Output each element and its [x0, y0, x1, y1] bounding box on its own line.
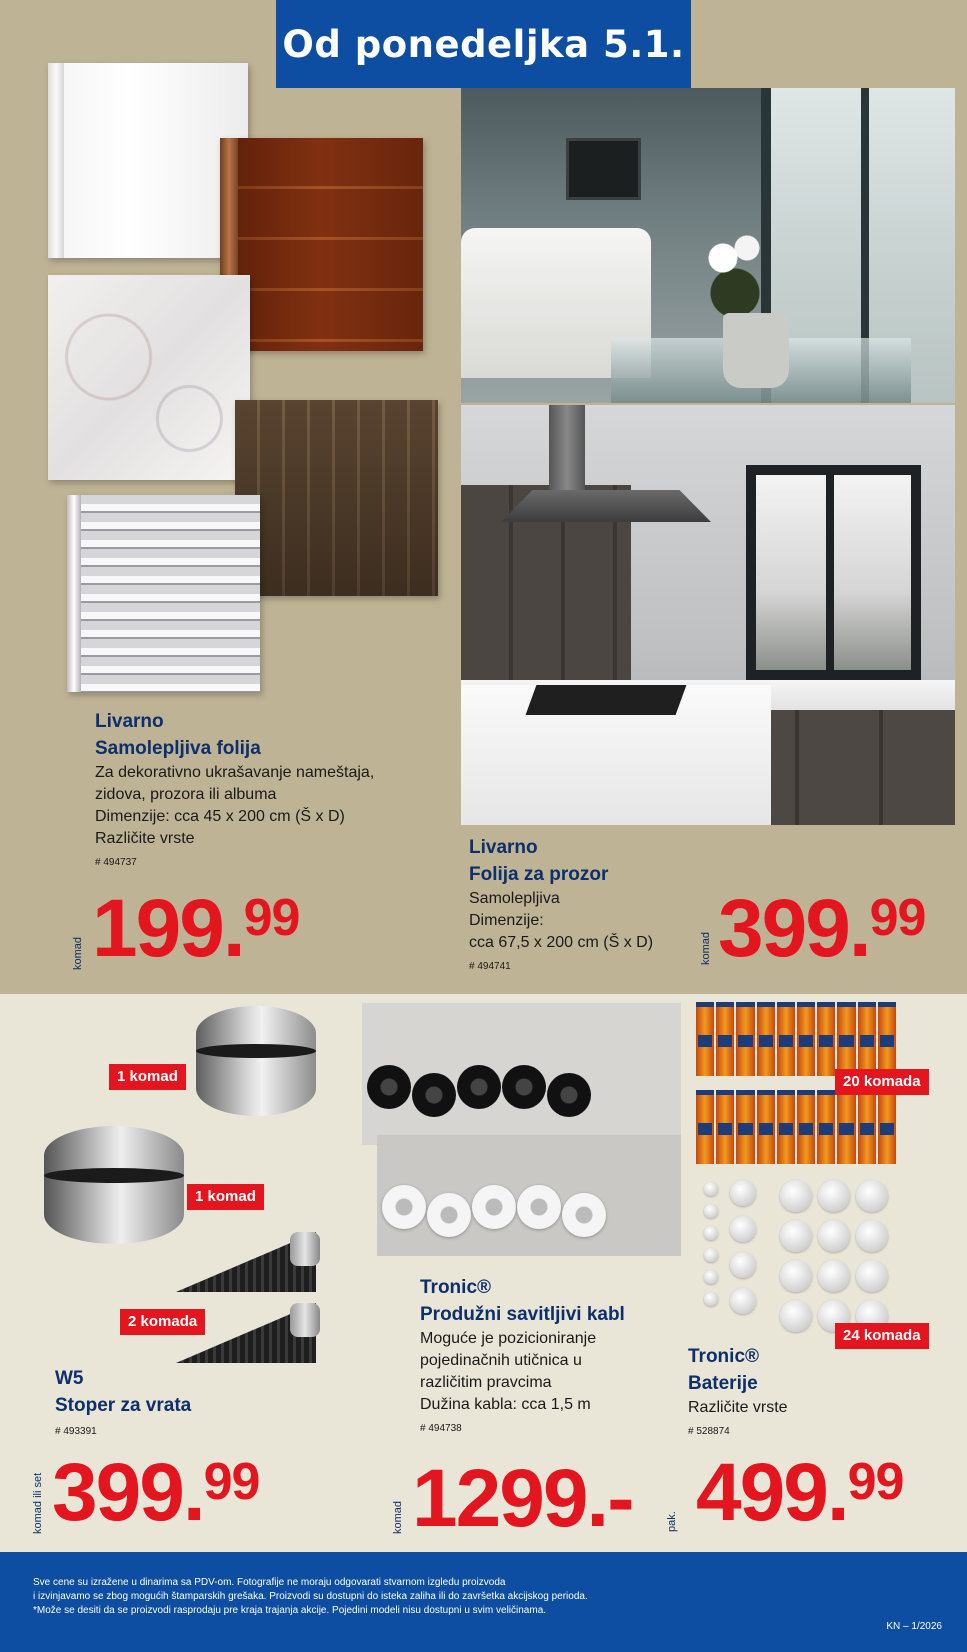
product-desc-line: cca 67,5 x 200 cm (Š x D) — [469, 934, 654, 951]
product-brand: Tronic® — [688, 1346, 760, 1367]
living-room-photo — [461, 88, 955, 403]
coin-battery-image — [700, 1180, 890, 1330]
door-stopper-image — [44, 1126, 184, 1244]
price-decimals: 99 — [847, 1453, 904, 1511]
kitchen-photo — [461, 405, 955, 825]
price-main: 399. — [718, 883, 870, 974]
product-desc-line: Dimenzije: cca 45 x 200 cm (Š x D) — [95, 808, 345, 825]
product-desc-line: Različite vrste — [95, 830, 195, 847]
footer — [0, 1552, 967, 1652]
date-banner: Od ponedeljka 5.1. — [276, 0, 691, 88]
wedge-clip-image — [290, 1232, 320, 1266]
price-prozor — [718, 883, 926, 974]
product-folija-info — [95, 708, 374, 870]
extension-cord-white-image — [377, 1135, 681, 1256]
quantity-label: 2 komada — [120, 1309, 205, 1335]
film-roll-white-image — [48, 63, 248, 258]
product-brand: W5 — [55, 1368, 84, 1389]
product-desc-line: zidova, prozora ili albuma — [95, 786, 277, 803]
battery-image — [696, 1090, 896, 1164]
quantity-label: 24 komada — [835, 1323, 929, 1349]
price-folija — [92, 883, 300, 974]
product-name: Produžni savitljivi kabl — [420, 1304, 625, 1325]
product-stoper-info — [55, 1365, 191, 1439]
price-stoper — [52, 1447, 260, 1538]
price-unit: pak. — [666, 1511, 678, 1532]
product-desc-line: Samolepljiva — [469, 890, 560, 907]
footer-ref: KN – 1/2026 — [886, 1621, 942, 1632]
price-unit: komad — [392, 1500, 404, 1534]
product-name: Samolepljiva folija — [95, 738, 261, 759]
quantity-label: 1 komad — [109, 1064, 186, 1090]
price-decimals: 99 — [203, 1453, 260, 1511]
film-roll-stripe-image — [67, 495, 260, 692]
film-roll-stone-image — [235, 400, 438, 596]
footer-note — [33, 1576, 588, 1618]
product-desc-line: Dimenzije: — [469, 912, 544, 929]
product-desc-line: Za dekorativno ukrašavanje nameštaja, — [95, 764, 375, 781]
product-code: # 528874 — [688, 1426, 730, 1437]
product-code: # 493391 — [55, 1426, 97, 1437]
footer-line: Sve cene su izražene u dinarima sa PDV-om. Fotografije ne moraju odgovarati stvarnom izgledu proizvoda — [33, 1577, 506, 1588]
product-desc-line: Dužina kabla: cca 1,5 m — [420, 1396, 591, 1413]
price-decimals: 99 — [243, 889, 300, 947]
product-desc-line: Različite vrste — [688, 1399, 788, 1416]
footer-line: *Može se desiti da se proizvodi rasprodaju pre kraja trajanja akcije. Pojedini modeli nisu dostupni u svim veličinama. — [33, 1605, 547, 1616]
product-kabl-info — [420, 1274, 625, 1436]
film-roll-marble-image — [48, 275, 250, 480]
price-unit: komad — [700, 931, 712, 965]
product-baterije-info — [688, 1343, 788, 1439]
product-name: Folija za prozor — [469, 864, 609, 885]
product-name: Stoper za vrata — [55, 1395, 192, 1416]
battery-image — [696, 1002, 896, 1076]
film-roll-wood-image — [220, 138, 423, 351]
quantity-label: 1 komad — [187, 1184, 264, 1210]
product-brand: Livarno — [469, 837, 538, 858]
quantity-label: 20 komada — [835, 1069, 929, 1095]
product-desc-line: pojedinačnih utičnica u — [420, 1352, 582, 1369]
door-stopper-image — [196, 1006, 316, 1116]
wedge-clip-image — [290, 1303, 320, 1337]
price-main: 199. — [92, 883, 244, 974]
product-brand: Tronic® — [420, 1277, 492, 1298]
extension-cord-black-image — [362, 1003, 681, 1145]
price-main: 399. — [52, 1447, 204, 1538]
price-unit: komad — [72, 936, 84, 970]
product-code: # 494738 — [420, 1423, 462, 1434]
price-kabl — [412, 1453, 633, 1544]
product-desc-line: Moguće je pozicioniranje — [420, 1330, 597, 1347]
product-desc-line: različitim pravcima — [420, 1374, 552, 1391]
product-code: # 494737 — [95, 857, 137, 868]
product-prozor-info — [469, 834, 653, 974]
footer-line: i izvinjavamo se zbog mogućih štamparskih grešaka. Proizvodi su dostupni do isteka zaliha ili do završetka akcijskog perioda. — [33, 1591, 588, 1602]
product-brand: Livarno — [95, 711, 164, 732]
price-main: 1299.- — [412, 1453, 633, 1544]
price-decimals: 99 — [869, 889, 926, 947]
product-name: Baterije — [688, 1373, 758, 1394]
price-unit: komad ili set — [32, 1472, 44, 1534]
price-main: 499. — [696, 1447, 848, 1538]
product-code: # 494741 — [469, 961, 511, 972]
price-baterije — [696, 1447, 904, 1538]
